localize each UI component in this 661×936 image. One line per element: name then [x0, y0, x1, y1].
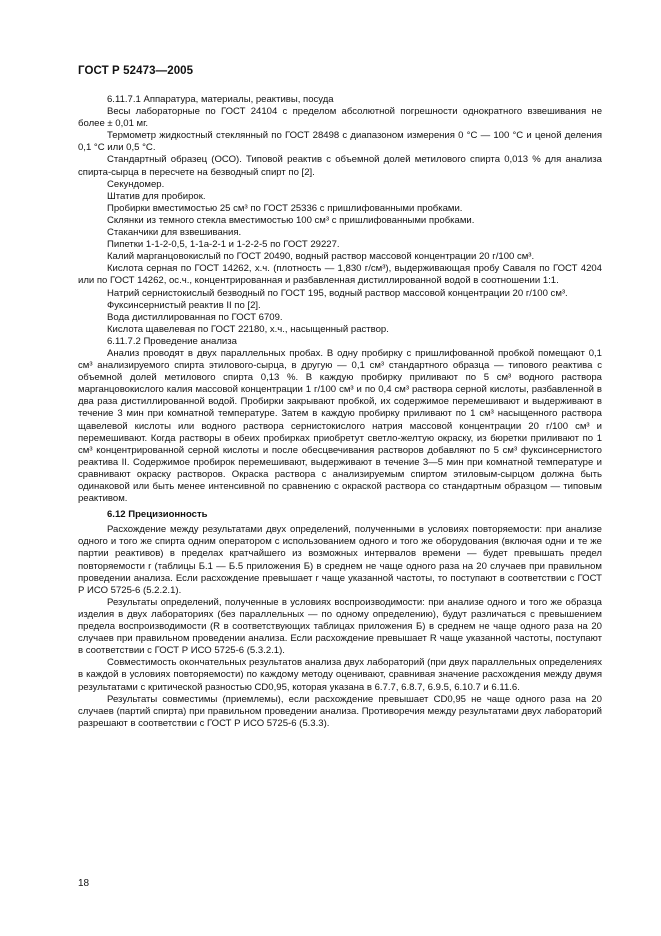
subsection-title-procedure: 6.11.7.2 Проведение анализа — [107, 335, 237, 347]
paragraph: Расхождение между результатами двух определений, полученными в условиях повторяемости: при анализе одного и того же спирта одним оператором с использованием одного и того же оборудования (включая одни и те же партии реактивов) в пределах кратчайшего из возможных интервалов времени — будет превышать предел повторяемости r (таблицы Б.1 — Б.5 приложения Б) в среднем не чаще одного раза на 20 случаев при правильном проведении анализа. Если расхождение превышает r чаще указанной частоты, то поступают в соответствии с ГОСТ Р ИСО 5725-6 (5.2.2.1). — [78, 524, 602, 596]
paragraph: Весы лабораторные по ГОСТ 24104 с пределом абсолютной погрешности однократного взвешивания не более ± 0,01 мг. — [78, 106, 602, 130]
paragraph: Калий марганцовокислый по ГОСТ 20490, водный раствор массовой концентрации 20 г/100 см³. — [107, 251, 535, 263]
document-body — [78, 94, 602, 730]
paragraph: Фуксинсернистый реактив II по [2]. — [107, 299, 261, 311]
paragraph: Пробирки вместимостью 25 см³ по ГОСТ 25336 с пришлифованными пробками. — [107, 202, 463, 214]
paragraph: Штатив для пробирок. — [107, 190, 206, 202]
subsection-title-equipment: 6.11.7.1 Аппаратура, материалы, реактивы, посуда — [107, 94, 334, 105]
paragraph: Натрий сернистокислый безводный по ГОСТ 195, водный раствор массовой концентрации 20 г/100 см³. — [107, 287, 568, 299]
paragraph: Анализ проводят в двух параллельных пробах. В одну пробирку с пришлифованной пробкой помещают 0,1 см³ анализируемого спирта этилового-сырца, в другую — 0,1 см³ стандартного образца — типового реактива с объемной долей метилового спирта 0,13 %. В каждую пробирку приливают по 5 см³ водного раствора марганцовокислого калия массовой концентрации 1 г/100 см³ и по 0,4 см³ раствора серной кислоты, разбавленной в два раза дистиллированной водой. Пробирки закрывают пробкой, их содержимое перемешивают и выдерживают в течение 3 мин при комнатной температуре. Затем в каждую пробирку приливают по 1 см³ насыщенного раствора щавелевой кислоты или водного раствора сернистокислого натрия массовой концентрации 20 г/100 см³ и перемешивают. Когда растворы в обеих пробирках приобретут светло-желтую окраску, из бюретки приливают по 1 см³ концентрированной серной кислоты и после обесцвечивания растворов добавляют по 5 см³ фуксинсернистого реактива II. Содержимое пробирок перемешивают, выдерживают в течение 3—5 мин при комнатной температуре и сравнивают окраску растворов. Окраска раствора с анализируемым спиртом этиловым-сырцом должна быть одинаковой или быть менее интенсивной по сравнению с окраской раствора со стандартным образцом — типовым реактивом. — [78, 347, 602, 505]
paragraph: Секундомер. — [107, 178, 165, 190]
paragraph: Совместимость окончательных результатов анализа двух лабораторий (при двух параллельных определениях в каждой в условиях повторяемости) по каждому методу оценивают, сравнивая значение расхождения между двумя результатами с критической разностью CD0,95, которая указана в 6.7.7, 6.8.7, 6.9.5, 6.10.7 и 6.11.6. — [78, 657, 602, 693]
page-number: 18 — [78, 878, 90, 889]
section-title-precision: 6.12 Прецизионность — [107, 509, 208, 521]
paragraph: Пипетки 1-1-2-0,5, 1-1а-2-1 и 1-2-2-5 по ГОСТ 29227. — [107, 239, 340, 251]
paragraph: Результаты определений, полученные в условиях воспроизводимости: при анализе одного и того же образца изделия в двух лабораториях (без параллельных — по одному определению), будут различаться с превышением предела воспроизводимости (R в соответствующих таблицах приложения Б) в среднем не чаще одного раза на 20 случаев при правильном проведении анализа. Если расхождение превышает R чаще указанной частоты, поступают в соответствии с ГОСТ Р ИСО 5725-6 (5.3.2.1). — [78, 596, 602, 657]
paragraph: Кислота щавелевая по ГОСТ 22180, х.ч., насыщенный раствор. — [107, 323, 389, 335]
paragraph: Склянки из темного стекла вместимостью 100 см³ с пришлифованными пробками. — [107, 214, 475, 226]
paragraph: Стандартный образец (ОСО). Типовой реактив с объемной долей метилового спирта 0,013 % для анализа спирта-сырца в пересчете на безводный спирт по [2]. — [78, 154, 602, 178]
paragraph: Вода дистиллированная по ГОСТ 6709. — [107, 311, 283, 323]
paragraph: Термометр жидкостный стеклянный по ГОСТ 28498 с диапазоном измерения 0 °С — 100 °С и ценой деления 0,1 °С или 0,5 °С. — [78, 130, 602, 154]
paragraph: Стаканчики для взвешивания. — [107, 227, 242, 239]
paragraph: Результаты совместимы (приемлемы), если расхождение превышает CD0,95 не чаще одного раза на 20 случаев (партий спирта) при правильном проведении анализа. Противоречия между результатами двух лабораторий разрешают в соответствии с ГОСТ Р ИСО 5725-6 (5.3.3). — [78, 693, 602, 729]
document-header: ГОСТ Р 52473—2005 — [78, 65, 194, 77]
paragraph: Кислота серная по ГОСТ 14262, х.ч. (плотность — 1,830 г/см³), выдерживающая пробу Саваля по ГОСТ 4204 или по ГОСТ 14262, ос.ч., концентрированная и разбавленная дистиллированной водой в соотношении 1:1. — [78, 263, 602, 287]
